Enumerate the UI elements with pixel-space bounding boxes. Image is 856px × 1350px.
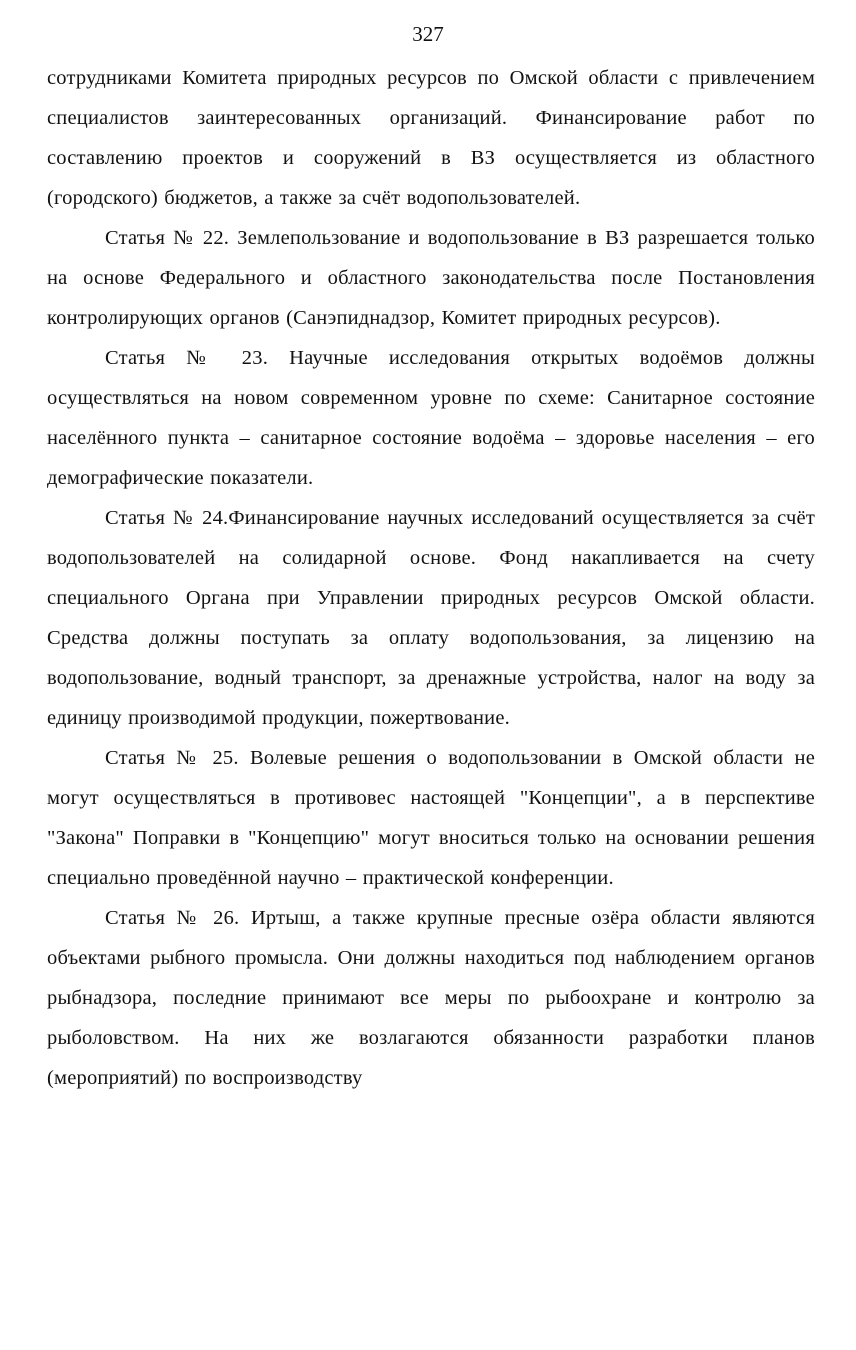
paragraph-article-24: Статья № 24.Финансирование научных исследований осуществляется за счёт водопользователей на солидарной основе. Фонд накапливается на счету специального Органа при Управлении природных ресурсов Омской области. Средства должны поступать за оплату водопользования, за лицензию на водопользование, водный транспорт, за дренажные устройства, налог на воду за единицу производимой продукции, пожертвование. — [47, 507, 815, 729]
page-number: 327 — [412, 22, 444, 46]
body-text — [47, 58, 815, 1098]
paragraph-article-25: Статья № 25. Волевые решения о водопользовании в Омской области не могут осуществляться в противовес настоящей "Концепции", а в перспективе "Закона" Поправки в "Концепцию" могут вноситься только на основании решения специально проведённой научно – практической конференции. — [47, 747, 815, 889]
paragraph-continuation: сотрудниками Комитета природных ресурсов по Омской области с привлечением специалистов заинтересованных организаций. Финансирование работ по составлению проектов и сооружений в ВЗ осуществляется из областного (городского) бюджетов, а также за счёт водопользователей. — [47, 67, 815, 209]
paragraph-article-26: Статья № 26. Иртыш, а также крупные пресные озёра области являются объектами рыбного промысла. Они должны находиться под наблюдением органов рыбнадзора, последние принимают все меры по рыбоохране и контролю за рыболовством. На них же возлагаются обязанности разработки планов (мероприятий) по воспроизводству — [47, 907, 815, 1089]
paragraph-article-23: Статья № 23. Научные исследования открытых водоёмов должны осуществляться на новом современном уровне по схеме: Санитарное состояние населённого пункта – санитарное состояние водоёма – здоровье населения – его демографические показатели. — [47, 347, 815, 489]
paragraph-article-22: Статья № 22. Землепользование и водопользование в ВЗ разрешается только на основе Федерального и областного законодательства после Постановления контролирующих органов (Санэпиднадзор, Комитет природных ресурсов). — [47, 227, 815, 329]
